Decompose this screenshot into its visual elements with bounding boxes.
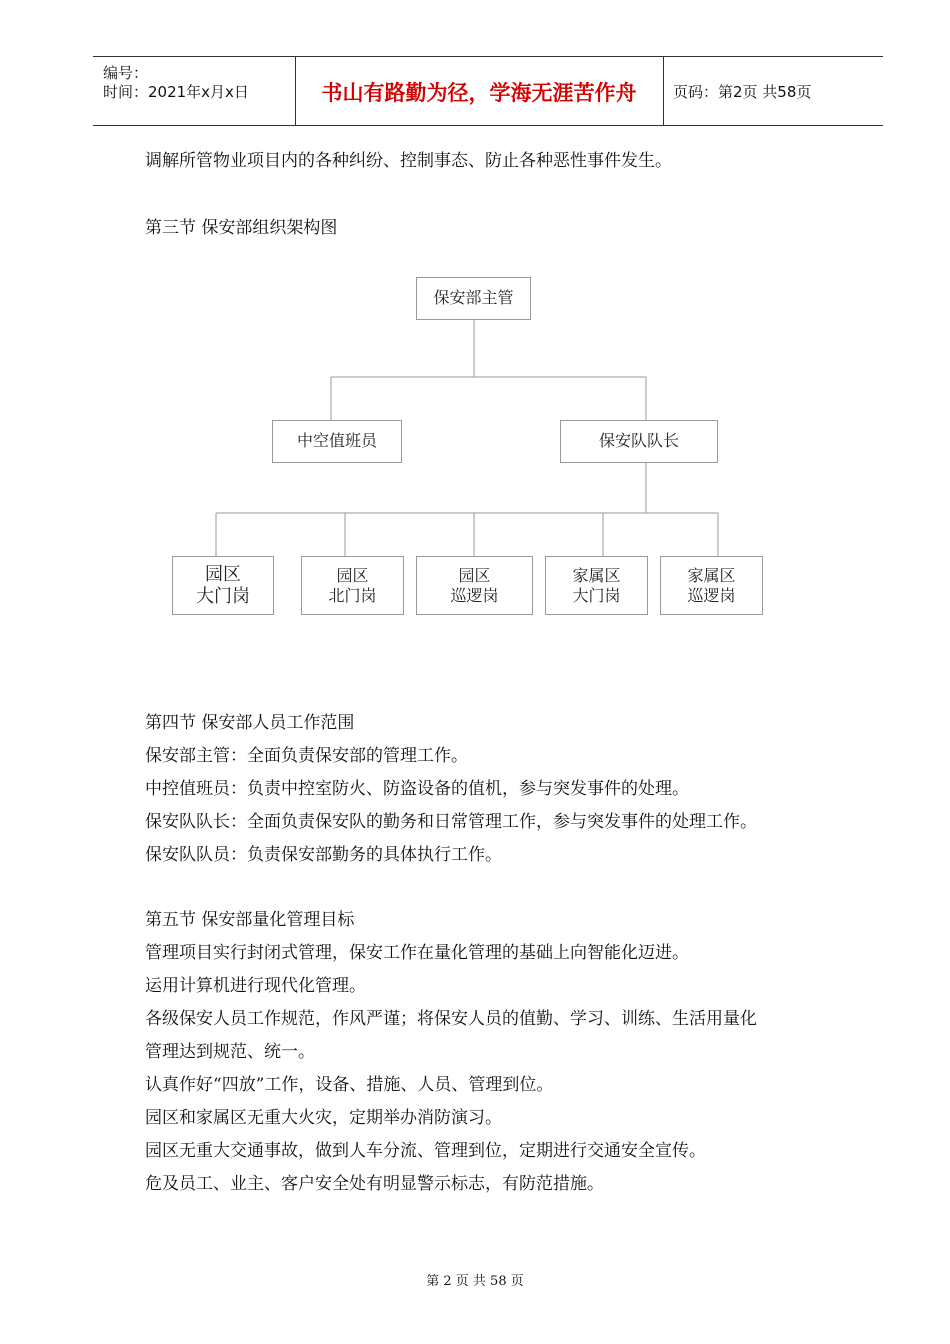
node-line1: 家属区 [687, 566, 736, 586]
section4-line: 保安队队长：全面负责保安队的勤务和日常管理工作，参与突发事件的处理工作。 [145, 812, 757, 832]
section4-title: 第四节 保安部人员工作范围 [145, 713, 355, 733]
node-line1: 园区 [458, 566, 491, 586]
header-page-cell [663, 57, 883, 125]
section5-title: 第五节 保安部量化管理目标 [145, 910, 355, 930]
node-line2: 巡逻岗 [450, 585, 499, 605]
org-node-level3-park-main-gate [172, 556, 274, 615]
org-node-level2-captain: 保安队队长 [560, 420, 718, 463]
section5-line: 运用计算机进行现代化管理。 [145, 976, 366, 996]
header-motto-cell [295, 57, 664, 125]
node-line2: 大门岗 [572, 585, 621, 605]
header-page-number: 页码：第2页 共58页 [673, 83, 812, 101]
node-line2: 北门岗 [328, 585, 377, 605]
intro-line: 调解所管物业项目内的各种纠纷、控制事态、防止各种恶性事件发生。 [145, 151, 672, 171]
section4-line: 保安部主管：全面负责保安部的管理工作。 [145, 746, 468, 766]
section5-line: 各级保安人员工作规范，作风严谨；将保安人员的值勤、学习、训练、生活用量化 [145, 1009, 757, 1029]
page-footer: 第 2 页 共 58 页 [426, 1274, 524, 1289]
node-line1: 家属区 [572, 566, 621, 586]
org-node-level3-family-patrol [660, 556, 763, 615]
document-number-label: 编号： [103, 64, 149, 82]
org-node-level3-park-patrol [416, 556, 533, 615]
section4-line: 中控值班员：负责中控室防火、防盗设备的值机，参与突发事件的处理。 [145, 779, 689, 799]
node-line2: 大门岗 [196, 585, 250, 607]
node-line2: 巡逻岗 [687, 585, 736, 605]
header-left-cell [93, 57, 296, 125]
org-node-level3-park-north-gate [301, 556, 404, 615]
node-line1: 园区 [205, 563, 241, 585]
document-time-label: 时间：2021年x月x日 [103, 83, 249, 101]
section5-line: 管理项目实行封闭式管理，保安工作在量化管理的基础上向智能化迈进。 [145, 943, 689, 963]
section5-line: 管理达到规范、统一。 [145, 1042, 315, 1062]
org-node-root: 保安部主管 [416, 277, 531, 320]
section5-line: 危及员工、业主、客户安全处有明显警示标志，有防范措施。 [145, 1174, 604, 1194]
header-motto: 书山有路勤为径，学海无涯苦作舟 [321, 81, 637, 105]
document-header [93, 56, 883, 126]
org-node-level3-family-main-gate [545, 556, 648, 615]
section5-line: 认真作好“四放”工作，设备、措施、人员、管理到位。 [145, 1075, 554, 1095]
node-line1: 园区 [336, 566, 369, 586]
section4-line: 保安队队员：负责保安部勤务的具体执行工作。 [145, 845, 502, 865]
section5-line: 园区无重大交通事故，做到人车分流、管理到位，定期进行交通安全宣传。 [145, 1141, 706, 1161]
section3-title: 第三节 保安部组织架构图 [145, 218, 338, 238]
org-node-level2-duty: 中空值班员 [272, 420, 402, 463]
section5-line: 园区和家属区无重大火灾，定期举办消防演习。 [145, 1108, 502, 1128]
